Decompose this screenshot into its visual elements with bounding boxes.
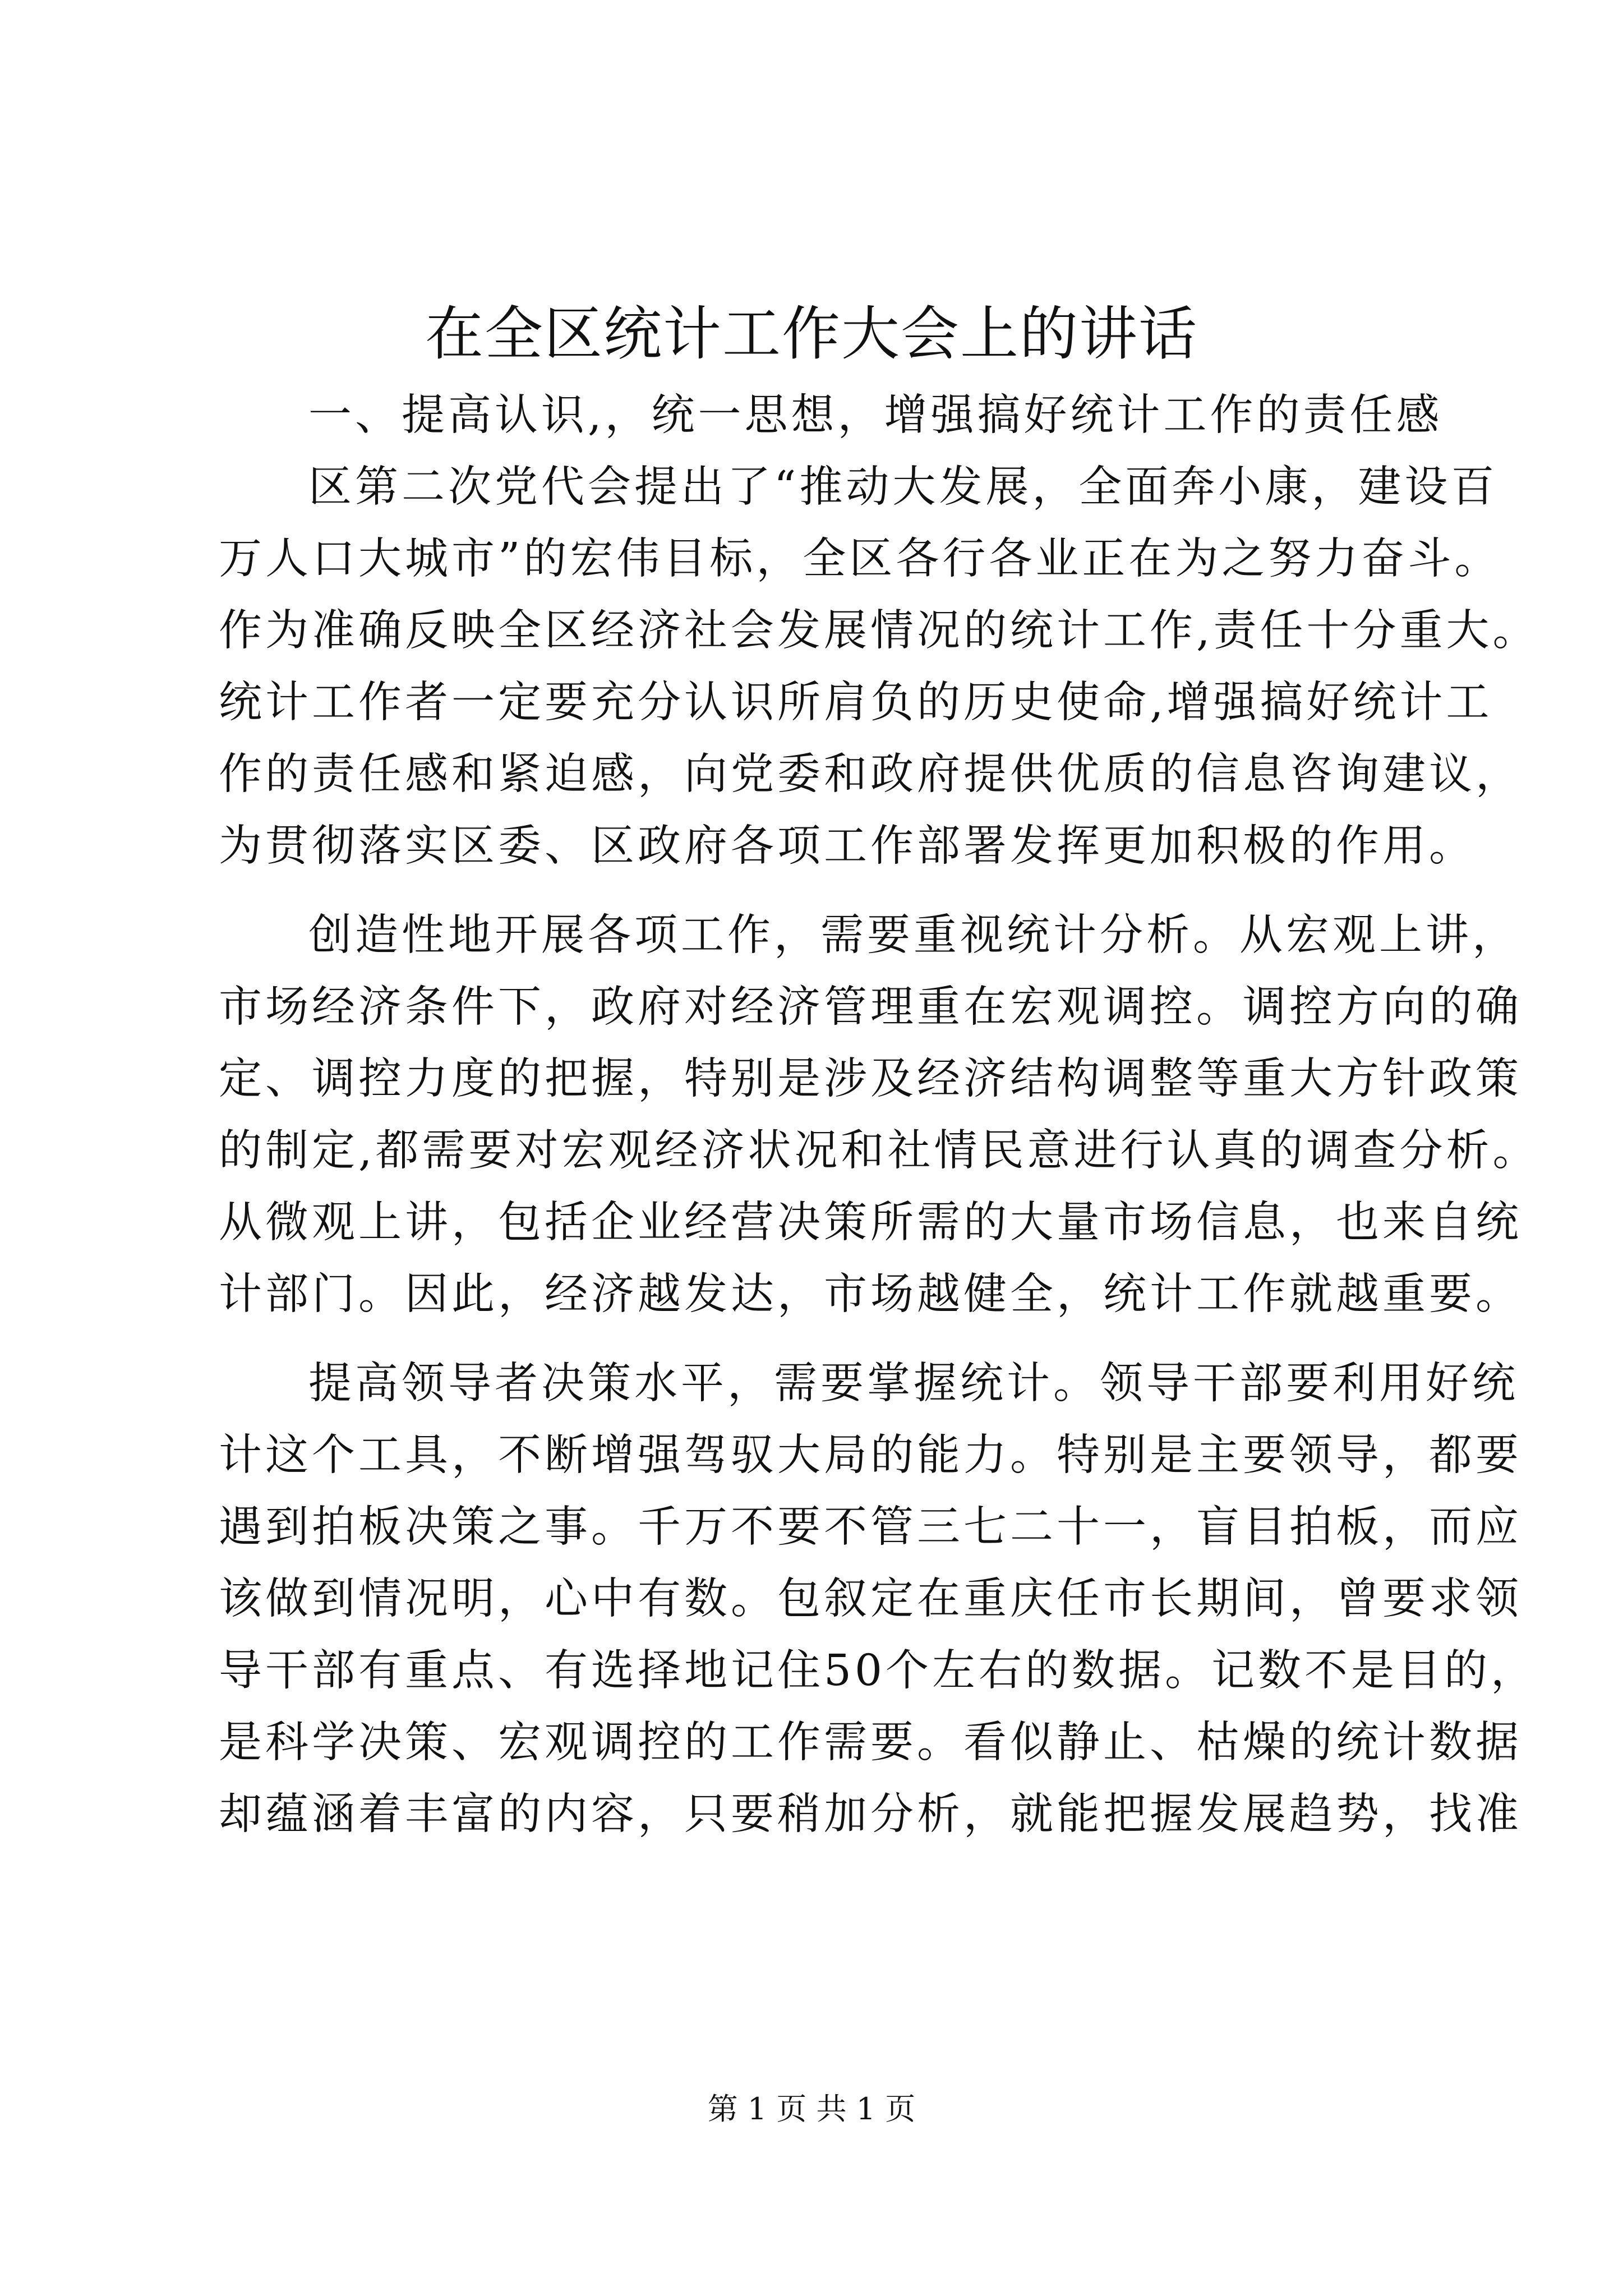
paragraph-line: 作为准确反映全区经济社会发展情况的统计工作,责任十分重大。 <box>219 606 1539 656</box>
paragraph-line: 提高领导者决策水平，需要掌握统计。领导干部要利用好统 <box>308 1359 1519 1409</box>
paragraph-line: 万人口大城市”的宏伟目标，全区各行各业正在为之努力奋斗。 <box>219 534 1501 584</box>
paragraph-line: 计这个工具，不断增强驾驭大局的能力。特别是主要领导，都要 <box>219 1430 1522 1480</box>
paragraph <box>219 900 1539 1331</box>
paragraph-line: 计部门。因此，经济越发达，市场越健全，统计工作就越重要。 <box>219 1269 1522 1319</box>
paragraph-line: 该做到情况明，心中有数。包叙定在重庆任市长期间，曾要求领 <box>219 1574 1522 1624</box>
paragraph <box>219 452 1539 882</box>
section-heading: 一、提高认识,，统一思想，增强搞好统计工作的责任感 <box>308 390 1443 440</box>
document-body <box>219 380 1539 1851</box>
paragraph-line: 遇到拍板决策之事。千万不要不管三七二十一，盲目拍板，而应 <box>219 1502 1522 1552</box>
paragraph-line: 是科学决策、宏观调控的工作需要。看似静止、枯燥的统计数据 <box>219 1718 1522 1768</box>
paragraph-line: 从微观上讲，包括企业经营决策所需的大量市场信息，也来自统 <box>219 1198 1522 1248</box>
paragraph-line: 统计工作者一定要充分认识所肩负的历史使命,增强搞好统计工 <box>219 678 1493 728</box>
paragraph-line: 市场经济条件下，政府对经济管理重在宏观调控。调控方向的确 <box>219 982 1522 1032</box>
paragraph-line: 区第二次党代会提出了“推动大发展，全面奔小康，建设百 <box>308 462 1498 512</box>
paragraph-line: 却蕴涵着丰富的内容，只要稍加分析，就能把握发展趋势，找准 <box>219 1789 1522 1839</box>
paragraph-line: 为贯彻落实区委、区政府各项工作部署发挥更加积极的作用。 <box>219 821 1476 871</box>
paragraph-line: 定、调控力度的把握，特别是涉及经济结构调整等重大方针政策 <box>219 1054 1522 1104</box>
paragraph <box>219 1348 1537 1851</box>
paragraph-spacer <box>219 882 1447 900</box>
paragraph-line: 的制定,都需要对宏观经济状况和社情民意进行认真的调查分析。 <box>219 1126 1539 1176</box>
paragraph-line: 作的责任感和紧迫感，向党委和政府提供优质的信息咨询建议， <box>219 749 1522 799</box>
paragraph-line: 导干部有重点、有选择地记住50个左右的数据。记数不是目的， <box>219 1646 1537 1696</box>
paragraph-spacer <box>219 1331 1447 1348</box>
document-title: 在全区统计工作大会上的讲话 <box>425 300 1198 368</box>
page-number-footer: 第 1 页 共 1 页 <box>707 2091 916 2127</box>
paragraph-line: 创造性地开展各项工作，需要重视统计分析。从宏观上讲， <box>308 910 1519 960</box>
